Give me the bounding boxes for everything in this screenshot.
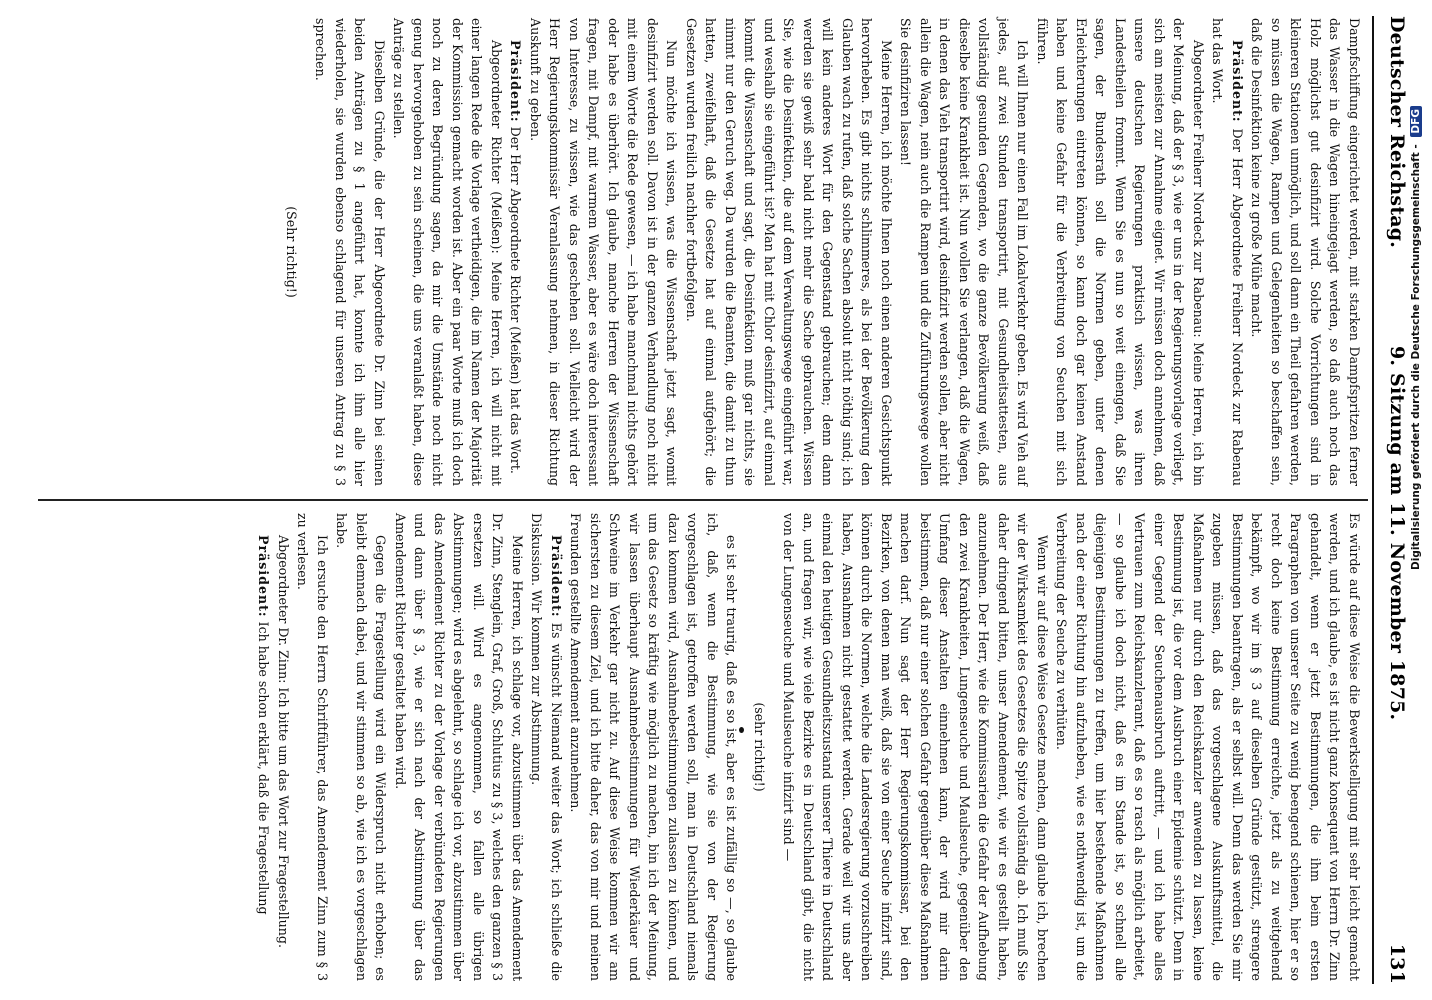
paragraph-text: (Sehr richtig!) (284, 206, 299, 298)
speaker-label: Präsident: (549, 535, 564, 618)
paragraph-text: es ist sehr traurig, daß es so ist, aber es ist zufällig so —, so glaube ich, daß, wenn die Bestimmung, wie sie von der Regierung vorgeschlagen ist, getroffen werden soll, man in Deutschland niemals dazu kommen wird, Ausnahmebestimmungen zulassen zu können, und um das Gesetz so kräftig wie möglich zu machen, bin ich der Meinung, wir lassen überhaupt Ausnahmebestimmungen für Wiederkäuer und Schweine im Verkehr gar nicht zu. Auf diese Weise kommen wir am sichersten zu diesem Ziel, und ich bitte daher, das von mir und meinen Freunden gestellte Amendement anzunehmen. (568, 513, 740, 981)
paragraph-text: Wenn wir auf diese Weise Gesetze machen, dann glaube ich, brechen wir der Wirksamkeit des Gesetzes die Spitze vollständig ab. Ich muß Sie daher dringend bitten, unser Amendement, wie wir es gestellt haben, anzunehmen. Der Herr, wie die Kommissarien die Gefahr der Aufhebung den zwei Krankheiten, Lungenseuche und Maulseuche, gegenüber den Umfang dieser Anstalten einnehmen kann, der wird mir darin beistimmen, daß nur einer solchen Gefahr gegenüber diese Maßnahmen machen darf. Nun sagt der Herr Regierungskommissar, bei den Bezirken, von denen man weiß, daß sie von einer Seuche infizirt sind, können durch die Normen, welche die Landesregierung vorzuschreiben haben, Ausnahmen nicht gestattet werden. Gerade weil wir uns aber einmal den heutigen Gesundheitszustand unserer Thiere in Deutschland an, und fragen wir, wie viele Bezirke es in Deutschland gibt, die nicht von der Lungenseuche und Maulseuche infizirt sind — (781, 513, 1050, 981)
right-paragraph (254, 513, 274, 981)
speaker-label: Präsident: (508, 40, 524, 123)
paragraph-text: Abgeordneter Freiherr Nordeck zur Rabenau: Meine Herren, ich bin der Meinung, daß der § 3, wie er uns in der Regierungsvorlage vorliegt, sich am meisten zur Annahme eignet. Wir müssen doch annehmen, daß unsere deutschen Regierungen praktisch wissen, was ihren Landestheilen frommt. Wenn Sie es nun so weit einengen, daß Sie sagen, der Bundesrath soll die Normen geben, unter denen Erleichterungen eintreten können, so kann doch gar keinen Anstand haben und keine Gefahr für die Verbreitung von Seuchen mit sich führen. (1035, 18, 1206, 486)
header-rule (1372, 16, 1374, 984)
paragraph-text: Gegen die Fragestellung wird ein Widerspruch nicht erhoben; es bleibt demnach dabei, und wir stimmen so ab, wie ich es vorgeschlagen habe. (334, 513, 389, 981)
left-paragraph (1208, 18, 1247, 486)
right-paragraph (1052, 513, 1364, 981)
left-paragraph (282, 18, 302, 486)
paragraph-text: Abgeordneter Dr. Zinn: Ich bitte um das Wort zur Fragestellung. (276, 535, 291, 948)
paragraph-text: Es würde auf diese Weise die Bewerkstelligung mit sehr leicht gemacht werden, und ich glaube, es ist nicht ganz konsequent von Herrn Dr. Zinn gehandelt, wenn er jetzt Bestimmungen, die ihm beim ersten Paragraphen von unserer Seite zu wenig beengend schienen, hier er so recht doch keine Bestimmung erreichte, jetzt als zu weitgehend bekämpft, wo wir im § 3 auf dieselben Gründe gestützt, strengere Bestimmungen beantragen, als er selbst will. Denn das werden Sie mir zugeben müssen, daß das vorgeschlagene Auskunftsmittel, die Maßnahmen nur durch den Reichskanzler anwenden zu lassen, keine Bestimmung ist, die vor dem Ausbruch einer Epidemie schützt. Denn in einer Gegend der Seuchenausbruch auftritt, — und ich habe alles Vertrauen zum Reichskanzleramt, daß es so rasch als möglich arbeitet, — so glaube ich doch nicht, daß es im Stande ist, so schnell alle diejenigen Bestimmungen zu treffen, um hier bestehende Maßnahmen nach der einer Richtung hin aufzuheben, wie es nothwendig ist, um die Verbreitung der Seuche zu verhüten. (1054, 513, 1362, 981)
right-paragraph (566, 513, 742, 981)
paragraph-text: Dampfschiffung eingerichtet werden, mit starken Dampfspritzen ferner das Wasser in die Wagen hineingejagt werden, so daß auch noch das Holz möglichst gut desinfizirt wird. Solche Vorrichtungen sind in kleineren Stationen unmöglich, und soll dann ein Theil gefahren werden, so müssen die Wagen, Rampen und Gelegenheiten so beschaffen sein, daß die Desinfektion keine zu große Mühe macht. (1249, 18, 1362, 486)
speaker-label: Präsident: (1230, 40, 1245, 123)
right-paragraph (274, 513, 294, 981)
paragraph-text: Es wünscht Niemand weiter das Wort; ich schließe die Diskussion. Wir kommen zur Abstimmung. (529, 513, 564, 981)
paragraph-text: Dieselben Gründe, die der Herr Abgeordnete Dr. Zinn bei seinen beiden Anträgen zu § 1 angeführt hat, konnte ich ihm alle hier wiederholen, sie wurden ebenso schlagend für unseren Antrag zu § 3 sprechen. (313, 18, 387, 486)
right-column (254, 513, 1364, 981)
paragraph-text: (sehr richtig!) (752, 702, 767, 792)
right-paragraph (779, 513, 1052, 981)
left-paragraph (1033, 18, 1209, 486)
right-paragraph (750, 513, 770, 981)
paragraph-text: Ich will Ihnen nur einen Fall im Lokalverkehr geben. Es wird Vieh auf jedes, auf zwei Stunden transportirt, mit Gesundheitsattesten, aus vollständig gesunden Gegenden, wo die ganze Bevölkerung weiß, daß dieselbe keine Krankheit ist. Nun wollen Sie verlangen, daß die Wagen, in denen das Vieh transportirt wird, desinfizirt werden sollen, aber nicht allein die Wagen, nein auch die Rampen und die Zuführungswege wollen Sie desinfiziren lassen! (898, 18, 1031, 486)
page-number: 131 (1386, 943, 1408, 984)
right-paragraph (332, 513, 391, 981)
credit-text: Digitalisierung gefördert durch die Deutsche Forschungsgemeinschaft - (1410, 140, 1422, 570)
paragraph-text: Meine Herren, ich möchte Ihnen noch einen anderen Gesichtspunkt hervorheben. Es gibt nichts schlimmeres, als bei der Bevölkerung den Glauben wach zu rufen, daß solche Sachen absolut nicht nöthig sind; ich will kein anderes Wort für den Gegenstand gebrauchen; denn dann werden sie gewiß sehr bald nicht mehr die Sache gebrauchen. Wissen Sie, wie die Desinfektion, die auf dem Verwaltungswege eingeführt war, und weshalb sie eingeführt ist? Man hat mit Chlor desinfizirt, auf einmal kommt die Wissenschaft und sagt, die Desinfektion muß gar nichts, sie nimmt nur den Geruch weg. Da wurden die Beamten, die damit zu thun hatten, zweifelhaft, daß die Gesetze hat auf einmal aufgehört; die Gesetzen wurden freilich nachher fortbefolgen. (684, 18, 894, 486)
right-paragraph (527, 513, 566, 981)
paragraph-text: Der Herr Abgeordnete Richter (Meißen) hat das Wort. (508, 122, 524, 474)
paragraph-text: Ich ersuche den Herrn Schriftführer, das Amendement Zinn zum § 3 zu verlesen. (295, 513, 330, 981)
left-paragraph (682, 18, 897, 486)
column-divider (38, 499, 1368, 501)
scan-speck (739, 727, 744, 733)
left-paragraph (896, 18, 1033, 486)
paragraph-text: Nun möchte ich wissen, was die Wissenschaft jetzt sagt, womit desinfizirt werden soll. Davon ist in der ganzen Verhandlung noch nicht mit einem Worte die Rede gewesen, — ich habe manchmal nichts gehört oder habe es überhört. Ich glaube, manche Herren der Wissenschaft fragen, mit Dampf, mit warmem Wasser, aber es wäre doch interessant von Interesse, zu wissen, wie das geschehen soll. Vielleicht wird der Herr Regierungskommissär Veranlassung nehmen, in dieser Richtung Auskunft zu geben. (528, 18, 680, 486)
left-paragraph (506, 18, 526, 486)
paragraph-text: Der Herr Abgeordnete Freiherr Nordeck zur Rabenau hat das Wort. (1210, 18, 1245, 486)
paragraph-text: Meine Herren, ich schlage vor, abzustimmen über das Amendement Dr. Zinn, Stenglein, Graf, Groß, Schlutius zu § 3, welches den ganzen § 3 ersetzen will. Wird es angenommen, so fallen alle übrigen Abstimmungen; wird es abgelehnt, so schlage ich vor, abzustimmen über das Amendement Richter zu der Vorlage der verbündeten Regierungen und dann über § 3, wie er sich nach der Abstimmung über das Amendement Richter gestaltet haben wird. (393, 513, 525, 981)
paragraph-text: Ich habe schon erklärt, daß die Fragestellung (256, 617, 272, 915)
right-paragraph (293, 513, 332, 981)
header-title: Deutscher Reichstag. (1386, 16, 1408, 249)
left-column (274, 18, 1365, 486)
paragraph-text: Abgeordneter Richter (Meißen): Meine Herren, ich will nicht mit einer langen Rede die Vorlage vertheidigen, die im Namen der Majorität der Kommission gemacht worden ist. Aber ein paar Worte muß ich doch noch zu deren Begründung sagen, da mir die Umstände noch nicht genug hervorgehoben zu sein scheinen, die uns veranlaßt haben, diese Anträge zu stellen. (391, 18, 504, 486)
left-paragraph (526, 18, 682, 486)
scanned-page (6, 10, 1426, 990)
page-header (1374, 16, 1408, 984)
speaker-label: Präsident: (256, 535, 272, 618)
left-paragraph (389, 18, 506, 486)
left-paragraph (1247, 18, 1364, 486)
header-session: 9. Sitzung am 11. November 1875. (1386, 346, 1408, 721)
left-paragraph (311, 18, 389, 486)
right-paragraph (391, 513, 528, 981)
digitization-credit (1410, 109, 1426, 570)
dfg-logo: DFG (1410, 106, 1422, 137)
